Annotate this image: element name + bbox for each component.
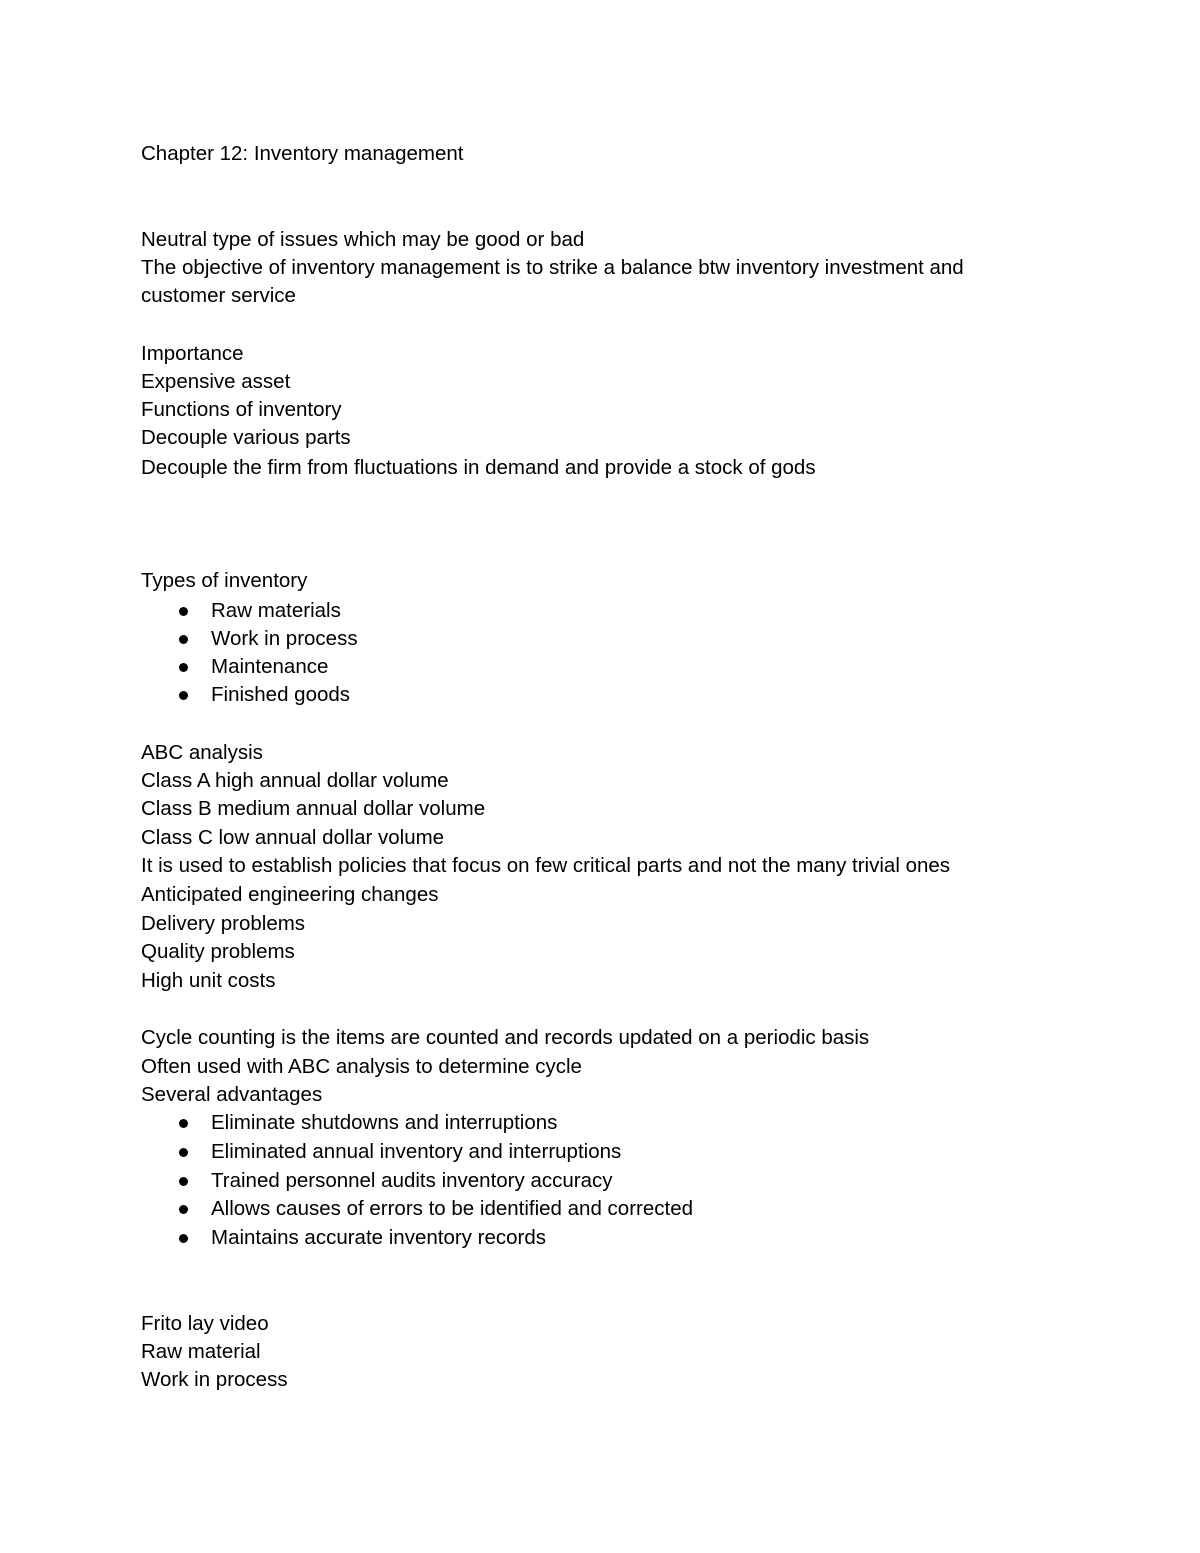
list-item-text: Work in process: [211, 627, 358, 650]
bullet-icon: [179, 691, 188, 700]
decouple-firm-line: Decouple the firm from fluctuations in demand and provide a stock of gods: [141, 456, 816, 479]
expensive-asset-line: Expensive asset: [141, 370, 291, 393]
types-heading: Types of inventory: [141, 569, 308, 592]
cycle-counting-line: Cycle counting is the items are counted and records updated on a periodic basis: [141, 1026, 870, 1049]
class-b-line: Class B medium annual dollar volume: [141, 797, 486, 820]
bullet-icon: [179, 635, 188, 644]
class-a-line: Class A high annual dollar volume: [141, 769, 449, 792]
bullet-icon: [179, 1119, 188, 1128]
bullet-icon: [179, 1234, 188, 1243]
class-c-line: Class C low annual dollar volume: [141, 826, 445, 849]
list-item-text: Maintenance: [211, 655, 329, 678]
cycle-abc-line: Often used with ABC analysis to determine cycle: [141, 1055, 582, 1078]
quality-line: Quality problems: [141, 940, 295, 963]
objective-line-continued: customer service: [141, 284, 296, 307]
bullet-icon: [179, 1177, 188, 1186]
list-item-text: Allows causes of errors to be identified and corrected: [211, 1197, 694, 1220]
list-item-text: Finished goods: [211, 683, 351, 706]
bullet-icon: [179, 663, 188, 672]
intro-line: Neutral type of issues which may be good or bad: [141, 228, 585, 251]
advantages-heading: Several advantages: [141, 1083, 323, 1106]
document-title: Chapter 12: Inventory management: [141, 142, 464, 165]
importance-line: Importance: [141, 342, 244, 365]
abc-policy-line: It is used to establish policies that focus on few critical parts and not the many trivial ones: [141, 854, 951, 877]
bullet-icon: [179, 1205, 188, 1214]
bullet-icon: [179, 1148, 188, 1157]
bullet-icon: [179, 607, 188, 616]
raw-material-line: Raw material: [141, 1340, 261, 1363]
decouple-parts-line: Decouple various parts: [141, 426, 351, 449]
document-page: [141, 0, 1041, 1553]
abc-heading: ABC analysis: [141, 741, 263, 764]
list-item-text: Maintains accurate inventory records: [211, 1226, 546, 1249]
functions-line: Functions of inventory: [141, 398, 342, 421]
frito-lay-line: Frito lay video: [141, 1312, 269, 1335]
engineering-line: Anticipated engineering changes: [141, 883, 439, 906]
objective-line: The objective of inventory management is to strike a balance btw inventory investment and: [141, 256, 964, 279]
unit-costs-line: High unit costs: [141, 969, 276, 992]
delivery-line: Delivery problems: [141, 912, 306, 935]
list-item-text: Eliminate shutdowns and interruptions: [211, 1111, 558, 1134]
work-in-process-line: Work in process: [141, 1368, 288, 1391]
list-item-text: Trained personnel audits inventory accuracy: [211, 1169, 613, 1192]
list-item-text: Raw materials: [211, 599, 341, 622]
list-item-text: Eliminated annual inventory and interruptions: [211, 1140, 622, 1163]
